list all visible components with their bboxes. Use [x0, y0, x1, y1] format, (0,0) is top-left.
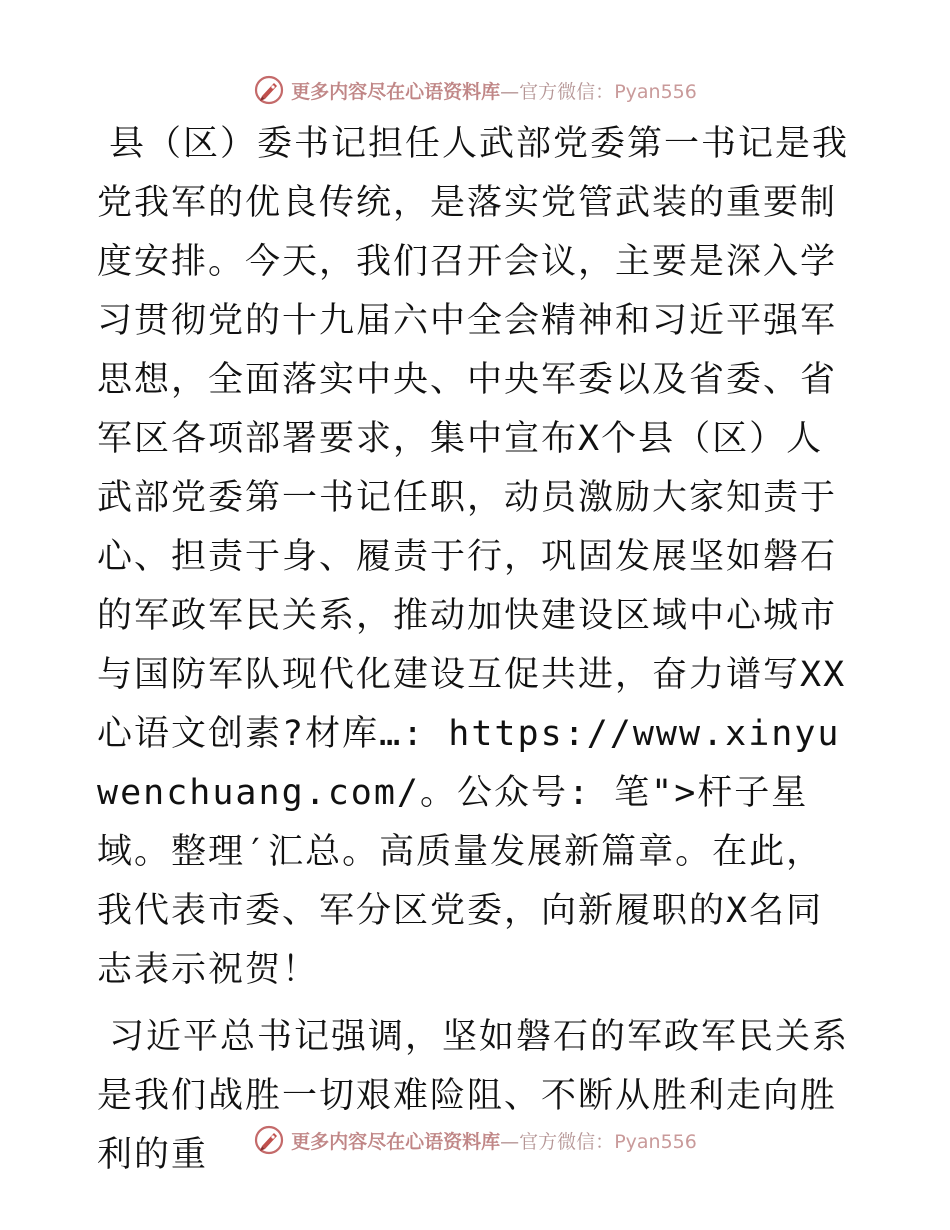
pen-nib-logo-icon [253, 1124, 285, 1156]
banner-text [291, 77, 697, 104]
document-body [97, 115, 857, 1185]
footer-banner [0, 1120, 950, 1160]
banner-wechat-label: —官方微信： [500, 80, 615, 103]
paragraph-2: 习近平总书记强调，坚如磐石的军政军民关系是我们战胜一切艰难险阻、不断从胜利走向胜利的重 [97, 1017, 850, 1175]
pen-nib-logo-icon [253, 74, 285, 106]
banner-site-name: 更多内容尽在心语资料库 [291, 1130, 501, 1153]
banner-wechat-id: Pyan556 [614, 1130, 697, 1153]
banner-site-name: 更多内容尽在心语资料库 [291, 80, 501, 103]
banner-text [291, 1127, 697, 1154]
banner-wechat-label: —官方微信： [500, 1130, 615, 1153]
header-banner [0, 70, 950, 110]
banner-wechat-id: Pyan556 [614, 80, 697, 103]
paragraph-1: 县（区）委书记担任人武部党委第一书记是我党我军的优良传统，是落实党管武装的重要制度安排。今天，我们召开会议，主要是深入学习贯彻党的十九届六中全会精神和习近平强军思想，全面落实中央、中央军委以及省委、省军区各项部署要求，集中宣布X个县（区）人武部党委第一书记任职，动员激励大家知责于心、担责于身、履责于行，巩固发展坚如磐石的军政军民关系，推动加快建设区域中心城市与国防军队现代化建设互促共进，奋力谱写XX心语文创素?材库…: https://www.xinyuwenchuang.com/。公众号: 笔">杆子星域。整理′汇总。高质量发展新篇章。在此，我代表市委、军分区党委，向新履职的X名同志表示祝贺！ [97, 124, 850, 990]
